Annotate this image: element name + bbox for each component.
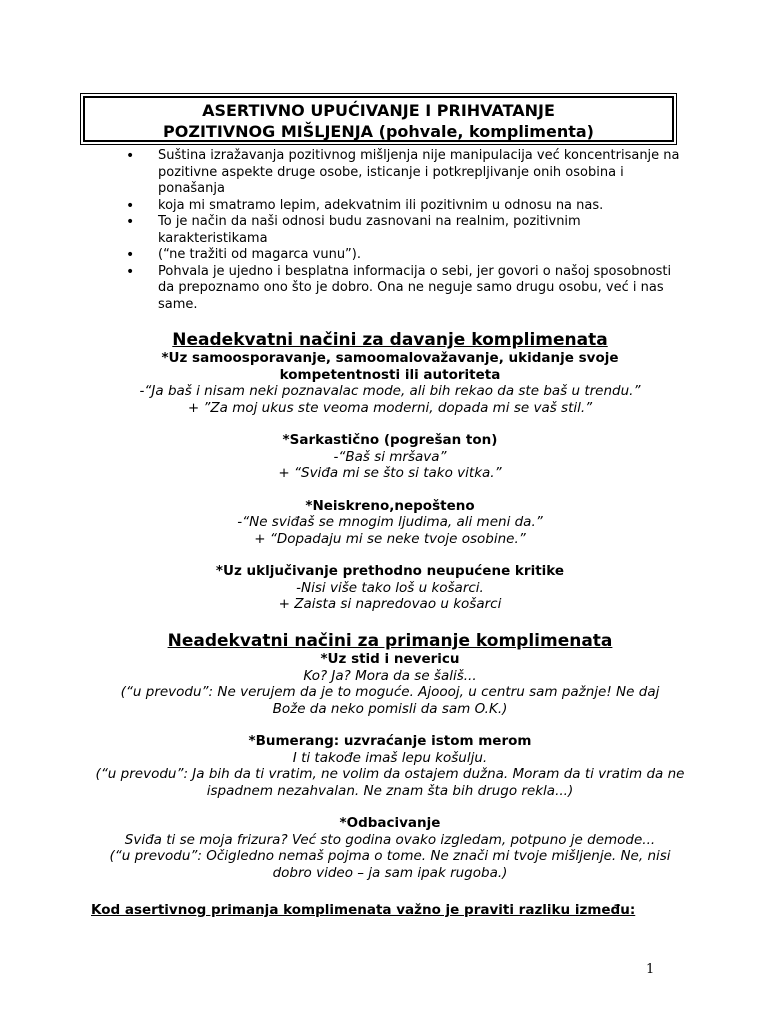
giving-item-4 — [80, 563, 700, 613]
item-label: *Uz uključivanje prethodno neupućene kritike — [215, 563, 565, 579]
receiving-item-3 — [80, 815, 700, 881]
translation-line: (“u prevodu”: Ja bih da ti vratim, ne volim da ostajem dužna. Moram da ti vratim da ne ispadnem nezahvalan. Ne znam šta bih drugo rekla...) — [95, 766, 685, 799]
item-label: *Odbacivanje — [339, 815, 441, 831]
bullet-item: • koja mi smatramo lepim, adekvatnim ili pozitivnim u odnosu na nas. — [126, 198, 686, 215]
negative-example: -Nisi više tako loš u košarci. — [296, 579, 484, 596]
receiving-section — [80, 631, 700, 881]
title-line-1: ASERTIVNO UPUĆIVANJE I PRIHVATANJE — [202, 101, 555, 120]
item-label: *Neiskreno,nepošteno — [305, 497, 475, 514]
positive-example: + “Dopadaju mi se neke tvoje osobine.” — [254, 530, 526, 547]
translation-line: (“u prevodu”: Ne verujem da je to moguće. Ajoooj, u centru sam pažnje! Ne daj Bože da neko pomisli da sam O.K.) — [120, 684, 660, 717]
receiving-item-2 — [80, 733, 700, 799]
title-box — [80, 93, 677, 145]
negative-example: -“Ja baš i nisam neki poznavalac mode, ali bih rekao da ste baš u trendu.” — [139, 383, 641, 399]
example-line: I ti takođe imaš lepu košulju. — [292, 749, 488, 766]
bullet-item: • To je način da naši odnosi budu zasnovani na realnim, pozitivnim karakteristikama — [126, 214, 686, 247]
example-line: Sviđa ti se moja frizura? Već sto godina ovako izgledam, potpuno je demode... — [124, 831, 656, 848]
giving-heading: Neadekvatni načini za davanje komplimenata — [172, 330, 608, 350]
positive-example: + ”Za moj ukus ste veoma moderni, dopada mi se vaš stil.” — [187, 399, 593, 416]
item-label: *Sarkastično (pogrešan ton) — [282, 432, 498, 448]
receiving-item-1 — [80, 651, 700, 717]
positive-example: + Zaista si napredovao u košarci — [278, 596, 502, 612]
receiving-heading: Neadekvatni načini za primanje komplimenata — [167, 631, 613, 651]
positive-example: + “Sviđa mi se što si tako vitka.” — [278, 465, 502, 481]
giving-item-3 — [80, 498, 700, 548]
giving-section — [80, 330, 700, 613]
document-title — [83, 96, 674, 142]
item-label: *Uz samoosporavanje, samoomalovažavanje, ukidanje svoje kompetentnosti ili autoriteta — [161, 350, 619, 383]
giving-item-1 — [80, 350, 700, 416]
negative-example: -“Ne sviđaš se mnogim ljudima, ali meni da.” — [237, 514, 543, 530]
item-label: *Bumerang: uzvraćanje istom merom — [248, 733, 532, 749]
bullet-item: • Suština izražavanja pozitivnog mišljenja nije manipulacija već koncentrisanje na pozitivne aspekte druge osobe, isticanje i potkrepljivanje onih osobina i ponašanja — [126, 148, 686, 198]
negative-example: -“Baš si mršava” — [333, 448, 447, 465]
item-label: *Uz stid i nevericu — [320, 651, 460, 667]
bullet-item: • Pohvala je ujedno i besplatna informacija o sebi, jer govori o našoj sposobnosti da prepoznamo ono što je dobro. Ona ne neguje samo drugu osobu, već i nas same. — [126, 264, 686, 314]
page-number: 1 — [646, 962, 655, 977]
intro-bullet-list — [126, 148, 686, 313]
title-line-2: POZITIVNOG MIŠLJENJA (pohvale, komplimenta) — [163, 122, 594, 141]
giving-item-2 — [80, 432, 700, 482]
translation-line: (“u prevodu”: Očigledno nemaš pojma o tome. Ne znači mi tvoje mišljenje. Ne, nisi dobro video – ja sam ipak rugoba.) — [109, 848, 671, 881]
example-line: Ko? Ja? Mora da se šališ... — [303, 667, 477, 684]
bullet-item: • (“ne tražiti od magarca vunu”). — [126, 247, 686, 264]
closing-statement: Kod asertivnog primanja komplimenata važno je praviti razliku između: — [91, 902, 636, 918]
